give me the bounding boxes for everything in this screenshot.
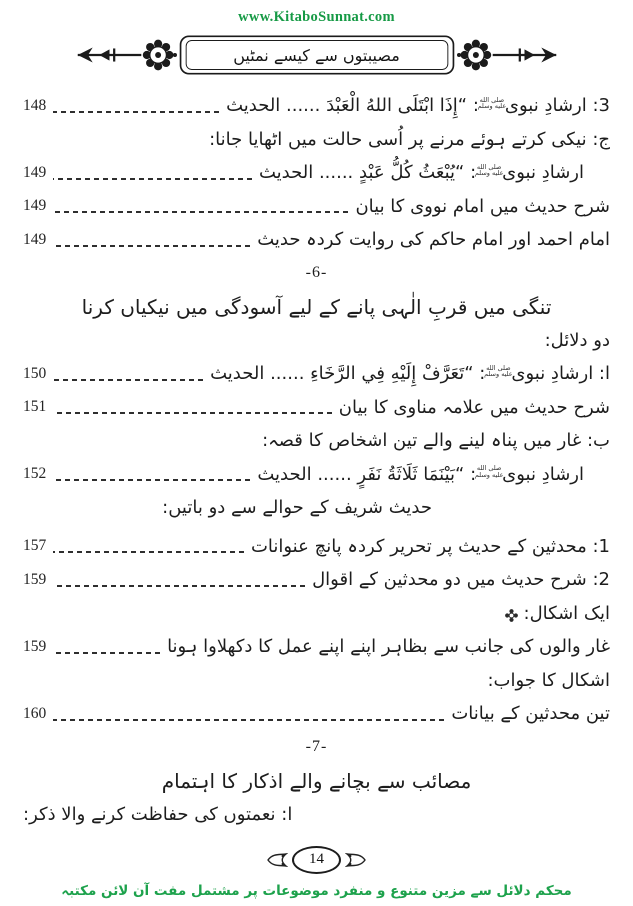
section-title: مصائب سے بچانے والے اذکار کا اہتمام bbox=[161, 768, 472, 793]
page-number: 160 bbox=[23, 704, 47, 722]
entry-text: : “يُبْعَثُ كُلُّ عَبْدٍ ...... الحدیث bbox=[258, 162, 477, 184]
badge-flourish-left-icon bbox=[266, 852, 288, 868]
entry-prefix: ا: ارشادِ نبوی bbox=[511, 363, 610, 385]
dotted-leader bbox=[53, 585, 305, 587]
scanned-book-page bbox=[0, 6, 633, 906]
dotted-leader bbox=[53, 245, 250, 247]
banner-ornament bbox=[74, 30, 560, 80]
section-title: تنگی میں قربِ الٰہی پانے کے لیے آسودگی میں نیکیاں کرنا bbox=[81, 294, 552, 319]
dotted-leader bbox=[53, 211, 348, 213]
dotted-leader bbox=[53, 652, 160, 654]
entry-text: : “بَيْنَمَا ثَلَاثَةُ نَفَرٍ ...... الحدیث bbox=[257, 463, 477, 485]
toc-entry bbox=[23, 697, 610, 731]
toc-heading bbox=[23, 491, 610, 525]
dotted-leader bbox=[53, 551, 244, 553]
entry-text: امام احمد اور امام حاکم کی روایت کردہ حدیث bbox=[257, 229, 610, 251]
entry-text: تین محدثین کے بیانات bbox=[451, 703, 610, 725]
dotted-leader bbox=[53, 111, 219, 113]
badge-flourish-right-icon bbox=[345, 852, 367, 868]
entry-text: غار والوں کی جانب سے بظاہر اپنے اپنے عمل کا دکھلاوا ہونا bbox=[167, 636, 610, 658]
toc-entry-hadith bbox=[23, 89, 610, 123]
toc-entry bbox=[23, 530, 610, 564]
section-number: -7- bbox=[305, 738, 328, 756]
toc-heading bbox=[23, 424, 610, 458]
dotted-leader bbox=[53, 479, 250, 481]
toc-heading bbox=[23, 324, 610, 358]
chapter-banner bbox=[74, 30, 560, 80]
dotted-leader bbox=[53, 178, 252, 180]
entry-prefix: 3: ارشادِ نبوی bbox=[504, 95, 610, 117]
toc-entry bbox=[23, 223, 610, 257]
toc-heading bbox=[23, 798, 610, 832]
dotted-leader bbox=[53, 719, 444, 721]
toc-entry bbox=[23, 630, 610, 664]
entry-text: شرح حدیث میں امام نووی کا بیان bbox=[355, 195, 610, 217]
section-number: -6- bbox=[305, 264, 328, 282]
page-number: 148 bbox=[23, 96, 47, 114]
toc-entry-hadith bbox=[23, 357, 610, 391]
page-number-badge-row bbox=[0, 846, 633, 874]
header-url-row bbox=[0, 6, 633, 26]
page-number: 151 bbox=[23, 398, 47, 416]
toc-entry bbox=[23, 391, 610, 425]
toc-heading bbox=[23, 123, 610, 157]
toc-heading bbox=[23, 664, 610, 698]
page-number: 159 bbox=[23, 637, 47, 655]
toc-entry bbox=[23, 190, 610, 224]
heading-text: اشکال کا جواب: bbox=[487, 669, 610, 691]
dotted-leader bbox=[53, 379, 203, 381]
page-number: 157 bbox=[23, 537, 47, 555]
toc-entry-hadith bbox=[23, 458, 610, 492]
heading-text: ا: نعمتوں کی حفاظت کرنے والا ذکر: bbox=[23, 803, 293, 825]
page-number: 149 bbox=[23, 197, 47, 215]
page-number: 152 bbox=[23, 465, 47, 483]
page-number: 159 bbox=[23, 570, 47, 588]
entry-text: : “إِذَا ابْتَلَى اللهُ الْعَبْدَ ...... الحدیث bbox=[226, 95, 479, 117]
chapter-title: مصیبتوں سے کیسے نمٹیں bbox=[233, 45, 400, 65]
pbuh-mark: صلى الله عليه وسلم bbox=[484, 363, 513, 379]
flower-ornament-icon bbox=[505, 609, 518, 622]
pbuh-mark: صلى الله عليه وسلم bbox=[474, 464, 504, 479]
page-number: 149 bbox=[23, 163, 47, 181]
toc-heading bbox=[23, 597, 610, 631]
toc-entry bbox=[23, 563, 610, 597]
pbuh-mark: صلى الله عليه وسلم bbox=[474, 162, 504, 178]
heading-text: ایک اشکال: bbox=[523, 602, 610, 624]
entry-text: 2: شرح حدیث میں دو محدثین کے اقوال bbox=[312, 569, 610, 591]
entry-text: 1: محدثین کے حدیث پر تحریر کردہ پانچ عنوانات bbox=[250, 535, 610, 557]
table-of-contents bbox=[0, 89, 633, 831]
site-url-link[interactable]: www.KitaboSunnat.com bbox=[238, 9, 395, 25]
page-number: 149 bbox=[23, 230, 47, 248]
heading-text: حدیث شریف کے حوالے سے دو باتیں: bbox=[162, 497, 432, 519]
page-number-badge: 14 bbox=[292, 846, 341, 874]
heading-text: دو دلائل: bbox=[544, 329, 610, 351]
page-number: 150 bbox=[23, 364, 47, 382]
pbuh-mark: صلى الله عليه وسلم bbox=[477, 95, 507, 111]
entry-text: : “تَعَرَّفْ إِلَيْهِ فِي الرَّخَاءِ ...... الحدیث bbox=[210, 363, 486, 385]
dotted-leader bbox=[53, 412, 332, 414]
entry-text: شرح حدیث میں علامہ مناوی کا بیان bbox=[338, 396, 610, 418]
entry-prefix: ارشادِ نبوی bbox=[502, 463, 584, 485]
toc-entry-hadith bbox=[23, 156, 610, 190]
entry-prefix: ارشادِ نبوی bbox=[502, 162, 584, 184]
heading-text: ب: غار میں پناہ لینے والے تین اشخاص کا قصہ: bbox=[262, 430, 610, 452]
footer-tagline: محکم دلائل سے مزین متنوع و منفرد موضوعات پر مشتمل مفت آن لائن مکتبہ bbox=[61, 883, 572, 899]
heading-text: ج: نیکی کرتے ہوئے مرنے پر اُسی حالت میں اٹھایا جانا: bbox=[209, 128, 610, 150]
